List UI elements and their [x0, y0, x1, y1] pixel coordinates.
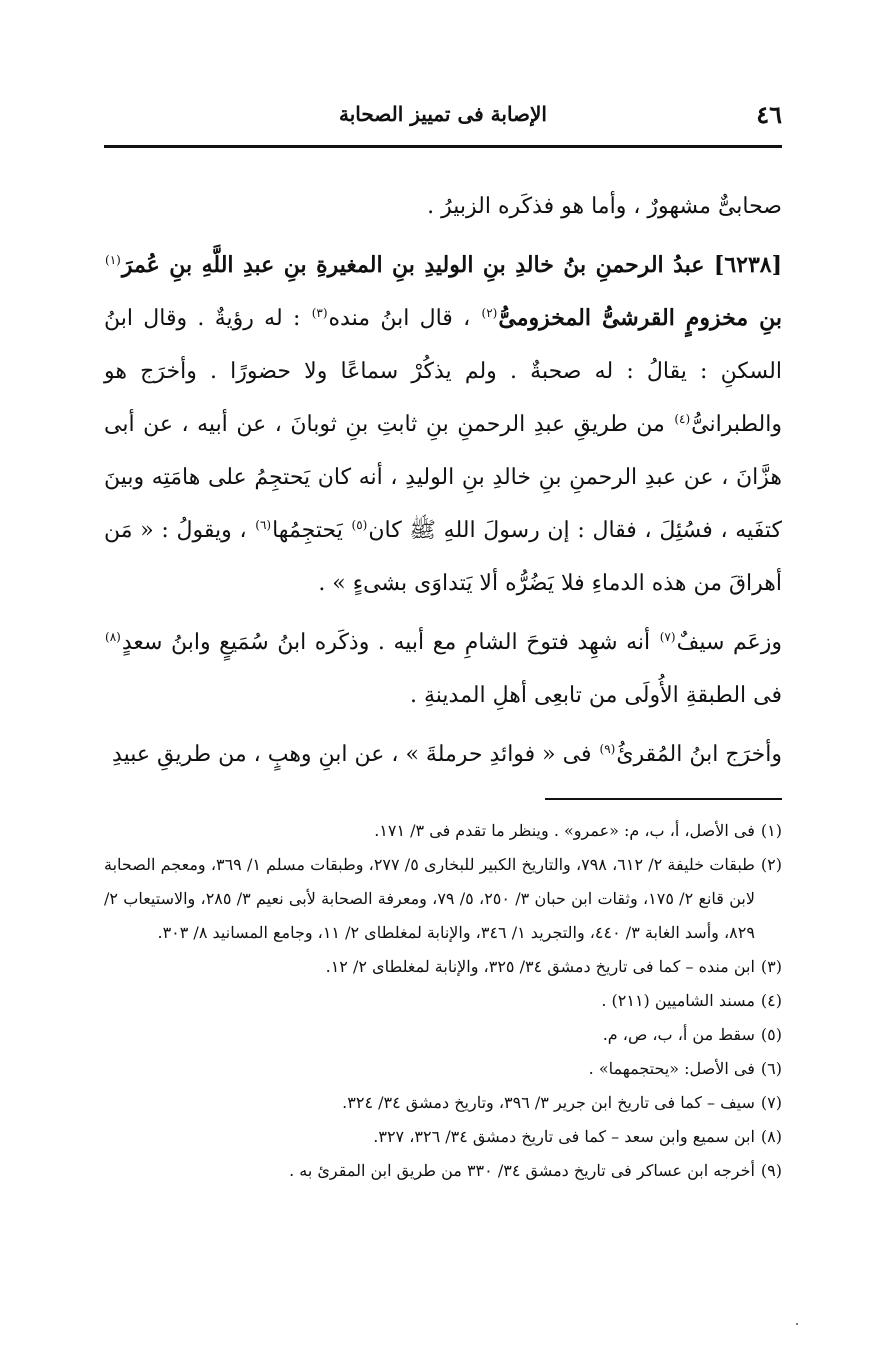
page-header	[104, 98, 782, 136]
entry-text-3: من طريقِ عبدِ الرحمنِ بنِ ثابتِ بنِ ثوبانَ ، عن أبيه ، عن أبى هزَّانَ ، عن عبدِ الرحمنِ بنِ خالدِ بنِ الوليدِ ، أنه كان يَحتجِمُ على هامَتِه وبينَ كتفَيه ، فسُئِلَ ، فقال : إن رسولَ اللهِ ﷺ كان	[104, 412, 783, 543]
footnote-text: طبقات خليفة ٢/ ٦١٢، ٧٩٨، والتاريخ الكبير للبخارى ٥/ ٢٧٧، وطبقات مسلم ١/ ٣٦٩، ومعجم الصحابة لابن قانع ٢/ ١٧٥، وثقات ابن حبان ٣/ ٢٥٠، ٥/ ٧٩، ومعرفة الصحابة لأبى نعيم ٣/ ٢٨٥، والاستيعاب ٢/ ٨٢٩، وأسد الغابة ٣/ ٤٤٠، والتجريد ١/ ٣٤٦، والإنابة لمغلطاى ٢/ ١١، وجامع المسانيد ٨/ ٣٠٣.	[104, 855, 755, 942]
entry-6238	[104, 239, 782, 610]
entry-text-1: ، قال ابنُ منده	[328, 306, 481, 331]
running-title: الإصابة فى تمييز الصحابة	[339, 102, 547, 126]
footnote-1	[104, 814, 782, 848]
footnote-ref-8: (٨)	[105, 629, 121, 644]
footnote-label: (٥)	[760, 1025, 782, 1044]
footnote-ref-9: (٩)	[599, 741, 616, 756]
footnote-label: (٩)	[760, 1161, 782, 1180]
footnote-text: سيف – كما فى تاريخ ابن جرير ٣/ ٣٩٦، وتاريخ دمشق ٣٤/ ٣٢٤.	[342, 1093, 755, 1112]
para3-text-1: وزعَم سيفٌ	[676, 630, 782, 655]
footnote-2	[104, 848, 782, 950]
footnote-label: (٨)	[760, 1127, 782, 1146]
footnote-text: مسند الشاميين (٢١١) .	[601, 991, 755, 1010]
paragraph-1: صحابىٌّ مشهورٌ ، وأما هو فذكَره الزبيرُ .	[427, 194, 782, 219]
footnote-ref-6: (٦)	[255, 517, 272, 532]
paragraph-4	[104, 728, 782, 781]
footnote-ref-1: (١)	[105, 252, 121, 267]
header-rule	[104, 145, 782, 148]
footnote-ref-4: (٤)	[674, 411, 691, 426]
footnote-6	[104, 1052, 782, 1086]
para4-text-2: فى « فوائدِ حرملةَ » ، عن ابنِ وهبٍ ، من طريقِ عبيدِ	[112, 742, 599, 767]
footnote-ref-2: (٢)	[481, 305, 498, 320]
footnote-text: فى الأصل، أ، ب، م: «عمرو» . وينظر ما تقدم فى ٣/ ١٧١.	[374, 821, 755, 840]
footnote-label: (٤)	[760, 991, 782, 1010]
entry-heading-cont: بنِ مخزومٍ القرشىُّ المخزومىُّ	[498, 305, 782, 331]
entry-heading: [٦٢٣٨] عبدُ الرحمنِ بنُ خالدِ بنِ الوليدِ بنِ المغيرةِ بنِ عبدِ اللَّهِ بنِ عُمرَ	[121, 252, 782, 278]
entry-text-4: يَحتجِمُها	[272, 518, 351, 543]
footnotes	[104, 814, 782, 1188]
main-text	[104, 180, 782, 787]
footnote-text: أخرجه ابن عساكر فى تاريخ دمشق ٣٤/ ٣٣٠ من طريق ابن المقرئ به .	[289, 1161, 755, 1180]
footnote-9	[104, 1154, 782, 1188]
footnote-ref-3: (٣)	[311, 305, 328, 320]
footnote-text: سقط من أ، ب، ص، م.	[602, 1025, 755, 1044]
footnote-4	[104, 984, 782, 1018]
footnote-ref-5: (٥)	[351, 517, 368, 532]
footnote-label: (١)	[760, 821, 782, 840]
para3-text-2: أنه شهِد فتوحَ الشامِ مع أبيه . وذكَره ابنُ سُمَيعٍ وابنُ سعدٍ	[121, 630, 659, 655]
footnote-ref-7: (٧)	[659, 629, 676, 644]
scan-speck	[796, 1323, 798, 1325]
footnote-label: (٧)	[760, 1093, 782, 1112]
entry-text-5: ، ويقولُ : « مَن أهراقَ من هذه الدماءِ فلا يَضُرُّه ألا يَتداوَى بشىءٍ » .	[104, 518, 782, 596]
footnote-3	[104, 950, 782, 984]
para3-text-3: فى الطبقةِ الأُولَى من تابعِى أهلِ المدينةِ .	[410, 683, 782, 708]
footnote-8	[104, 1120, 782, 1154]
footnote-text: ابن منده – كما فى تاريخ دمشق ٣٤/ ٣٢٥، والإنابة لمغلطاى ٢/ ١٢.	[325, 957, 755, 976]
footnote-text: فى الأصل: «يحتجمهما» .	[588, 1059, 755, 1078]
page-number: ٤٦	[756, 100, 782, 129]
entry-text-2: : له رؤيةٌ . وقال ابنُ السكنِ : يقالُ : له صحبةٌ . ولم يذكُرْ سماعًا ولا حضورًا . وأخرَج هو والطبرانىُّ	[104, 306, 782, 437]
footnote-text: ابن سميع وابن سعد – كما فى تاريخ دمشق ٣٤/ ٣٢٦، ٣٢٧.	[373, 1127, 755, 1146]
footnote-5	[104, 1018, 782, 1052]
footnote-label: (٦)	[760, 1059, 782, 1078]
para4-text-1: وأخرَج ابنُ المُقرئُ	[616, 742, 782, 767]
footnote-7	[104, 1086, 782, 1120]
footnote-label: (٢)	[760, 855, 782, 874]
footnote-label: (٣)	[760, 957, 782, 976]
footnote-rule	[545, 798, 782, 800]
paragraph-3	[104, 616, 782, 722]
